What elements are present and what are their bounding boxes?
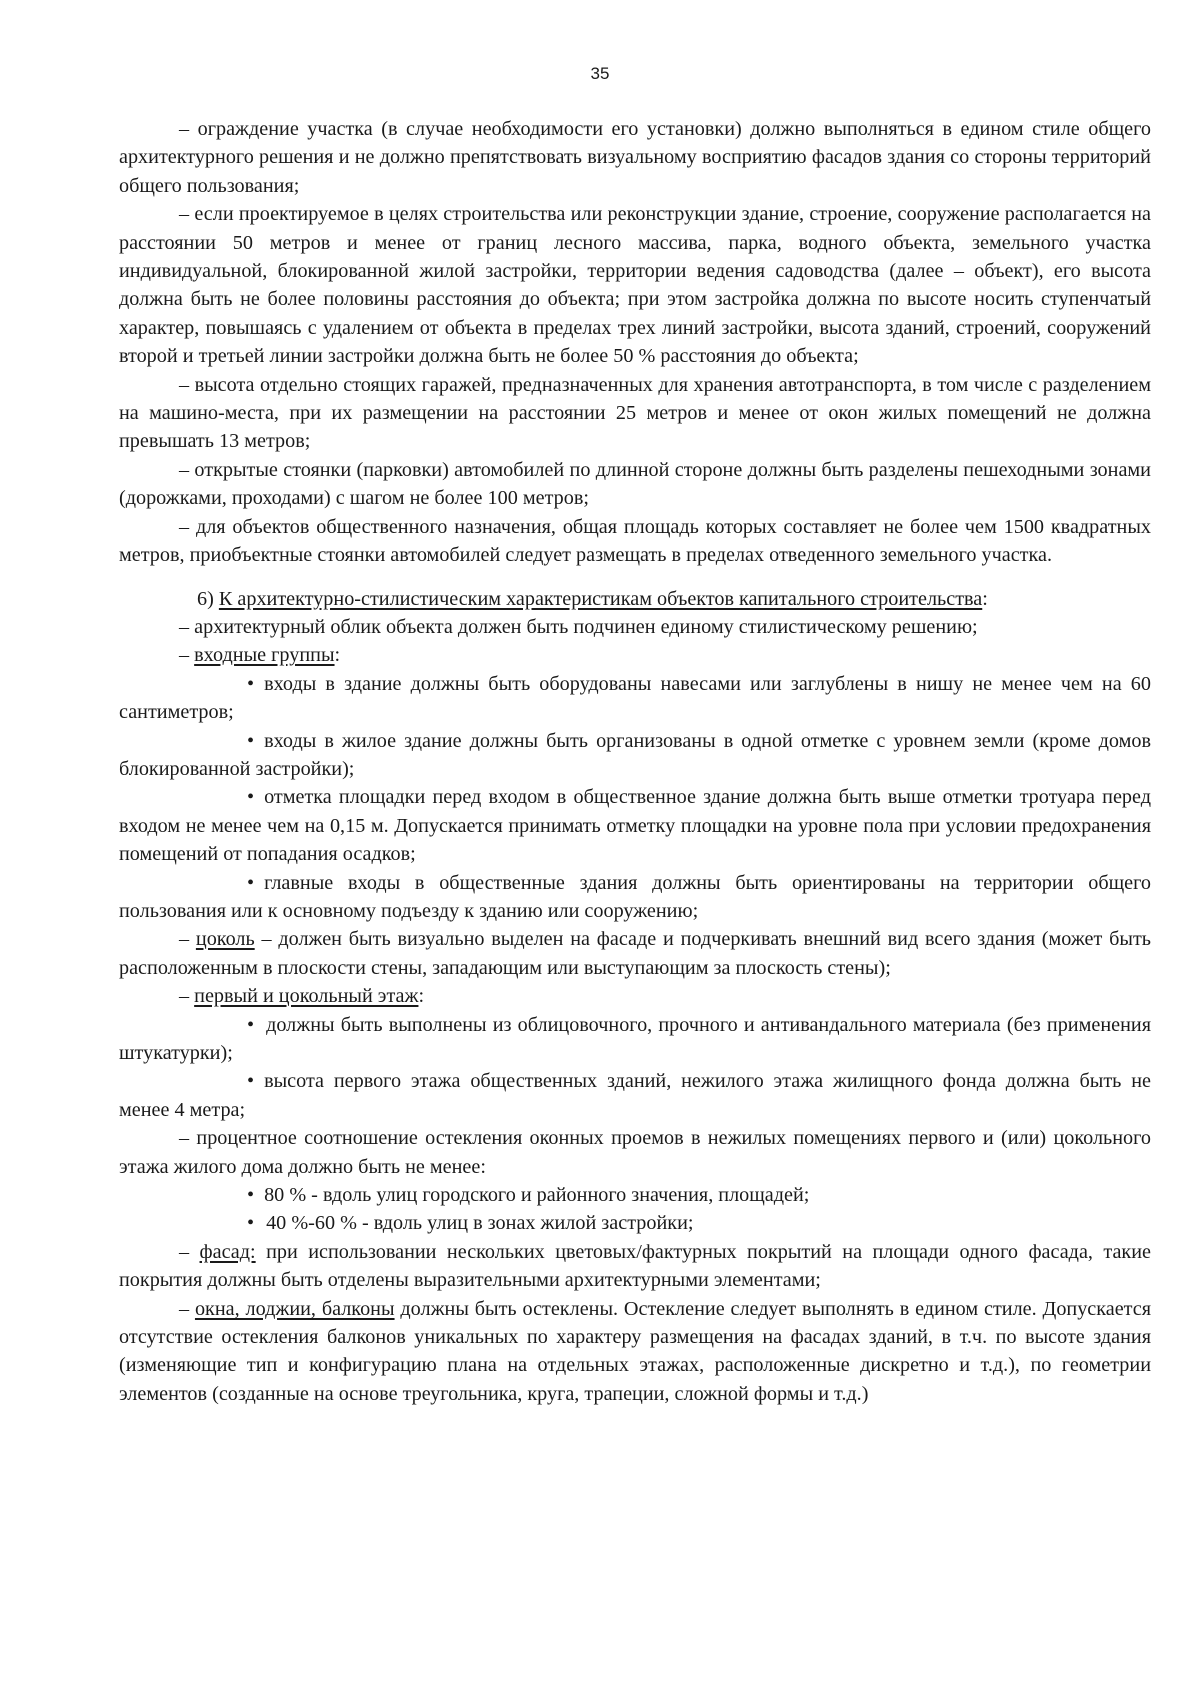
paragraph-appearance [119,613,1151,641]
document-body [119,115,1151,1408]
paragraph-glazing-ratio [119,1124,1151,1181]
section-colon: : [982,587,988,610]
bullet-item [119,1209,1151,1237]
subheading-label: входные группы [194,644,335,667]
bullet-text: отметка площадки перед входом в общественное здание должна быть выше отметки тротуара перед входом не менее чем на 0,15 м. Допускается принимать отметку площадки на уровне пола при условии предохранения помещений от попадания осадков; [119,786,1151,866]
bullet-icon: • [247,672,255,695]
bullet-text: 80 % - вдоль улиц городского и районного значения, площадей; [264,1184,810,1207]
bullet-text: главные входы в общественные здания должны быть ориентированы на территории общего пользования или к основному подъезду к зданию или сооружению; [119,871,1151,922]
subheading-entrance-groups [119,641,1151,669]
dash: – [179,1240,200,1263]
bullet-icon: • [247,729,255,752]
paragraph-text: – для объектов общественного назначения, общая площадь которых составляет не более чем 1500 квадратных метров, приобъектные стоянки автомобилей следует размещать в пределах отведенного земельного участка. [119,515,1151,567]
dash: – [179,985,195,1008]
paragraph-text: должны быть остеклены. Остекление следует выполнять в едином стиле. Допускается отсутствие остекления балконов уникальных по характеру размещения на фасадах зданий, в т.ч. по высоте здания (изменяющие тип и конфигурацию плана на отдельных этажах, расположенные дискретно и т.д.), по геометрии элементов (созданные на основе треугольника, круга, трапеции, сложной формы и т.д.) [119,1297,1152,1405]
bullet-text: входы в жилое здание должны быть организованы в одной отметке с уровнем земли (кроме домов блокированной застройки); [119,729,1151,780]
bullet-icon: • [247,786,255,809]
subheading-label: фасад: [199,1240,256,1263]
paragraph-text: при использовании нескольких цветовых/фактурных покрытий на площади одного фасада, такие покрытия должны быть отделены выразительными архитектурными элементами; [119,1240,1151,1292]
page-number: 35 [590,64,610,83]
bullet-item [119,1181,1151,1209]
paragraph-fence [119,115,1151,200]
paragraph-height-limit [119,200,1151,370]
paragraph-windows [119,1295,1151,1409]
paragraph-text: – процентное соотношение остекления оконных проемов в нежилых помещениях первого и (или) цокольного этажа жилого дома должно быть не менее: [119,1127,1151,1178]
section-title: К архитектурно-стилистическим характеристикам объектов капитального строительства [218,587,983,610]
paragraph-plinth [119,925,1151,982]
bullet-text: высота первого этажа общественных зданий, нежилого этажа жилищного фонда должна быть не менее 4 метра; [119,1070,1151,1121]
bullet-icon: • [247,1070,255,1093]
bullet-icon: • [247,1013,255,1036]
bullet-text: 40 %-60 % - вдоль улиц в зонах жилой застройки; [266,1212,694,1235]
dash: – [179,644,195,667]
bullet-item [119,783,1151,868]
subheading-colon: : [418,985,425,1008]
bullet-icon: • [247,1212,255,1235]
paragraph-public-objects [119,513,1151,570]
dash: – [179,1297,195,1320]
bullet-item [119,869,1151,926]
bullet-icon: • [247,1184,255,1207]
bullet-item [119,1011,1151,1068]
paragraph-text: – открытые стоянки (парковки) автомобилей по длинной стороне должны быть разделены пешеходными зонами (дорожками, проходами) с шагом не более 100 метров; [119,458,1151,510]
paragraph-text: – ограждение участка (в случае необходимости его установки) должно выполняться в едином стиле общего архитектурного решения и не должно препятствовать визуальному восприятию фасадов здания со стороны территорий общего пользования; [119,118,1151,197]
subheading-label: первый и цокольный этаж [194,985,419,1008]
paragraph-text: – если проектируемое в целях строительства или реконструкции здание, строение, сооружение располагается на расстоянии 50 метров и менее от границ лесного массива, парка, водного объекта, земельного участка индивидуальной, блокированной жилой застройки, территории ведения садоводства (далее – объект), его высота должна быть не более половины расстояния до объекта; при этом застройка должна по высоте носить ступенчатый характер, повышаясь с удалением от объекта в пределах трех линий застройки, высота зданий, строений, сооружений второй и третьей линии застройки должна быть не более 50 % расстояния до объекта; [119,203,1151,368]
paragraph-parking [119,456,1151,513]
subheading-ground-floor [119,982,1151,1010]
bullet-item [119,1067,1151,1124]
section-number: 6) [197,587,219,610]
subheading-label: окна, лоджии, балконы [194,1297,395,1320]
subheading-colon: : [334,644,341,667]
paragraph-facade [119,1238,1151,1295]
bullet-text: должны быть выполнены из облицовочного, прочного и антивандального материала (без применения штукатурки); [119,1013,1151,1064]
paragraph-garages [119,371,1151,456]
paragraph-text: – архитектурный облик объекта должен быть подчинен единому стилистическому решению; [179,615,978,638]
paragraph-text: – должен быть визуально выделен на фасаде и подчеркивать внешний вид всего здания (может быть расположенным в плоскости стены, западающим или выступающим за плоскость стены); [119,928,1151,979]
dash: – [179,928,196,951]
bullet-item [119,670,1151,727]
bullet-text: входы в здание должны быть оборудованы навесами или заглублены в нишу не менее чем на 60 сантиметров; [119,672,1151,724]
section-heading [119,585,1151,613]
subheading-label: цоколь [195,928,255,951]
bullet-item [119,727,1151,784]
paragraph-text: – высота отдельно стоящих гаражей, предназначенных для хранения автотранспорта, в том числе с разделением на машино-места, при их размещении на расстоянии 25 метров и менее от окон жилых помещений не должна превышать 13 метров; [119,373,1151,453]
bullet-icon: • [247,871,255,894]
